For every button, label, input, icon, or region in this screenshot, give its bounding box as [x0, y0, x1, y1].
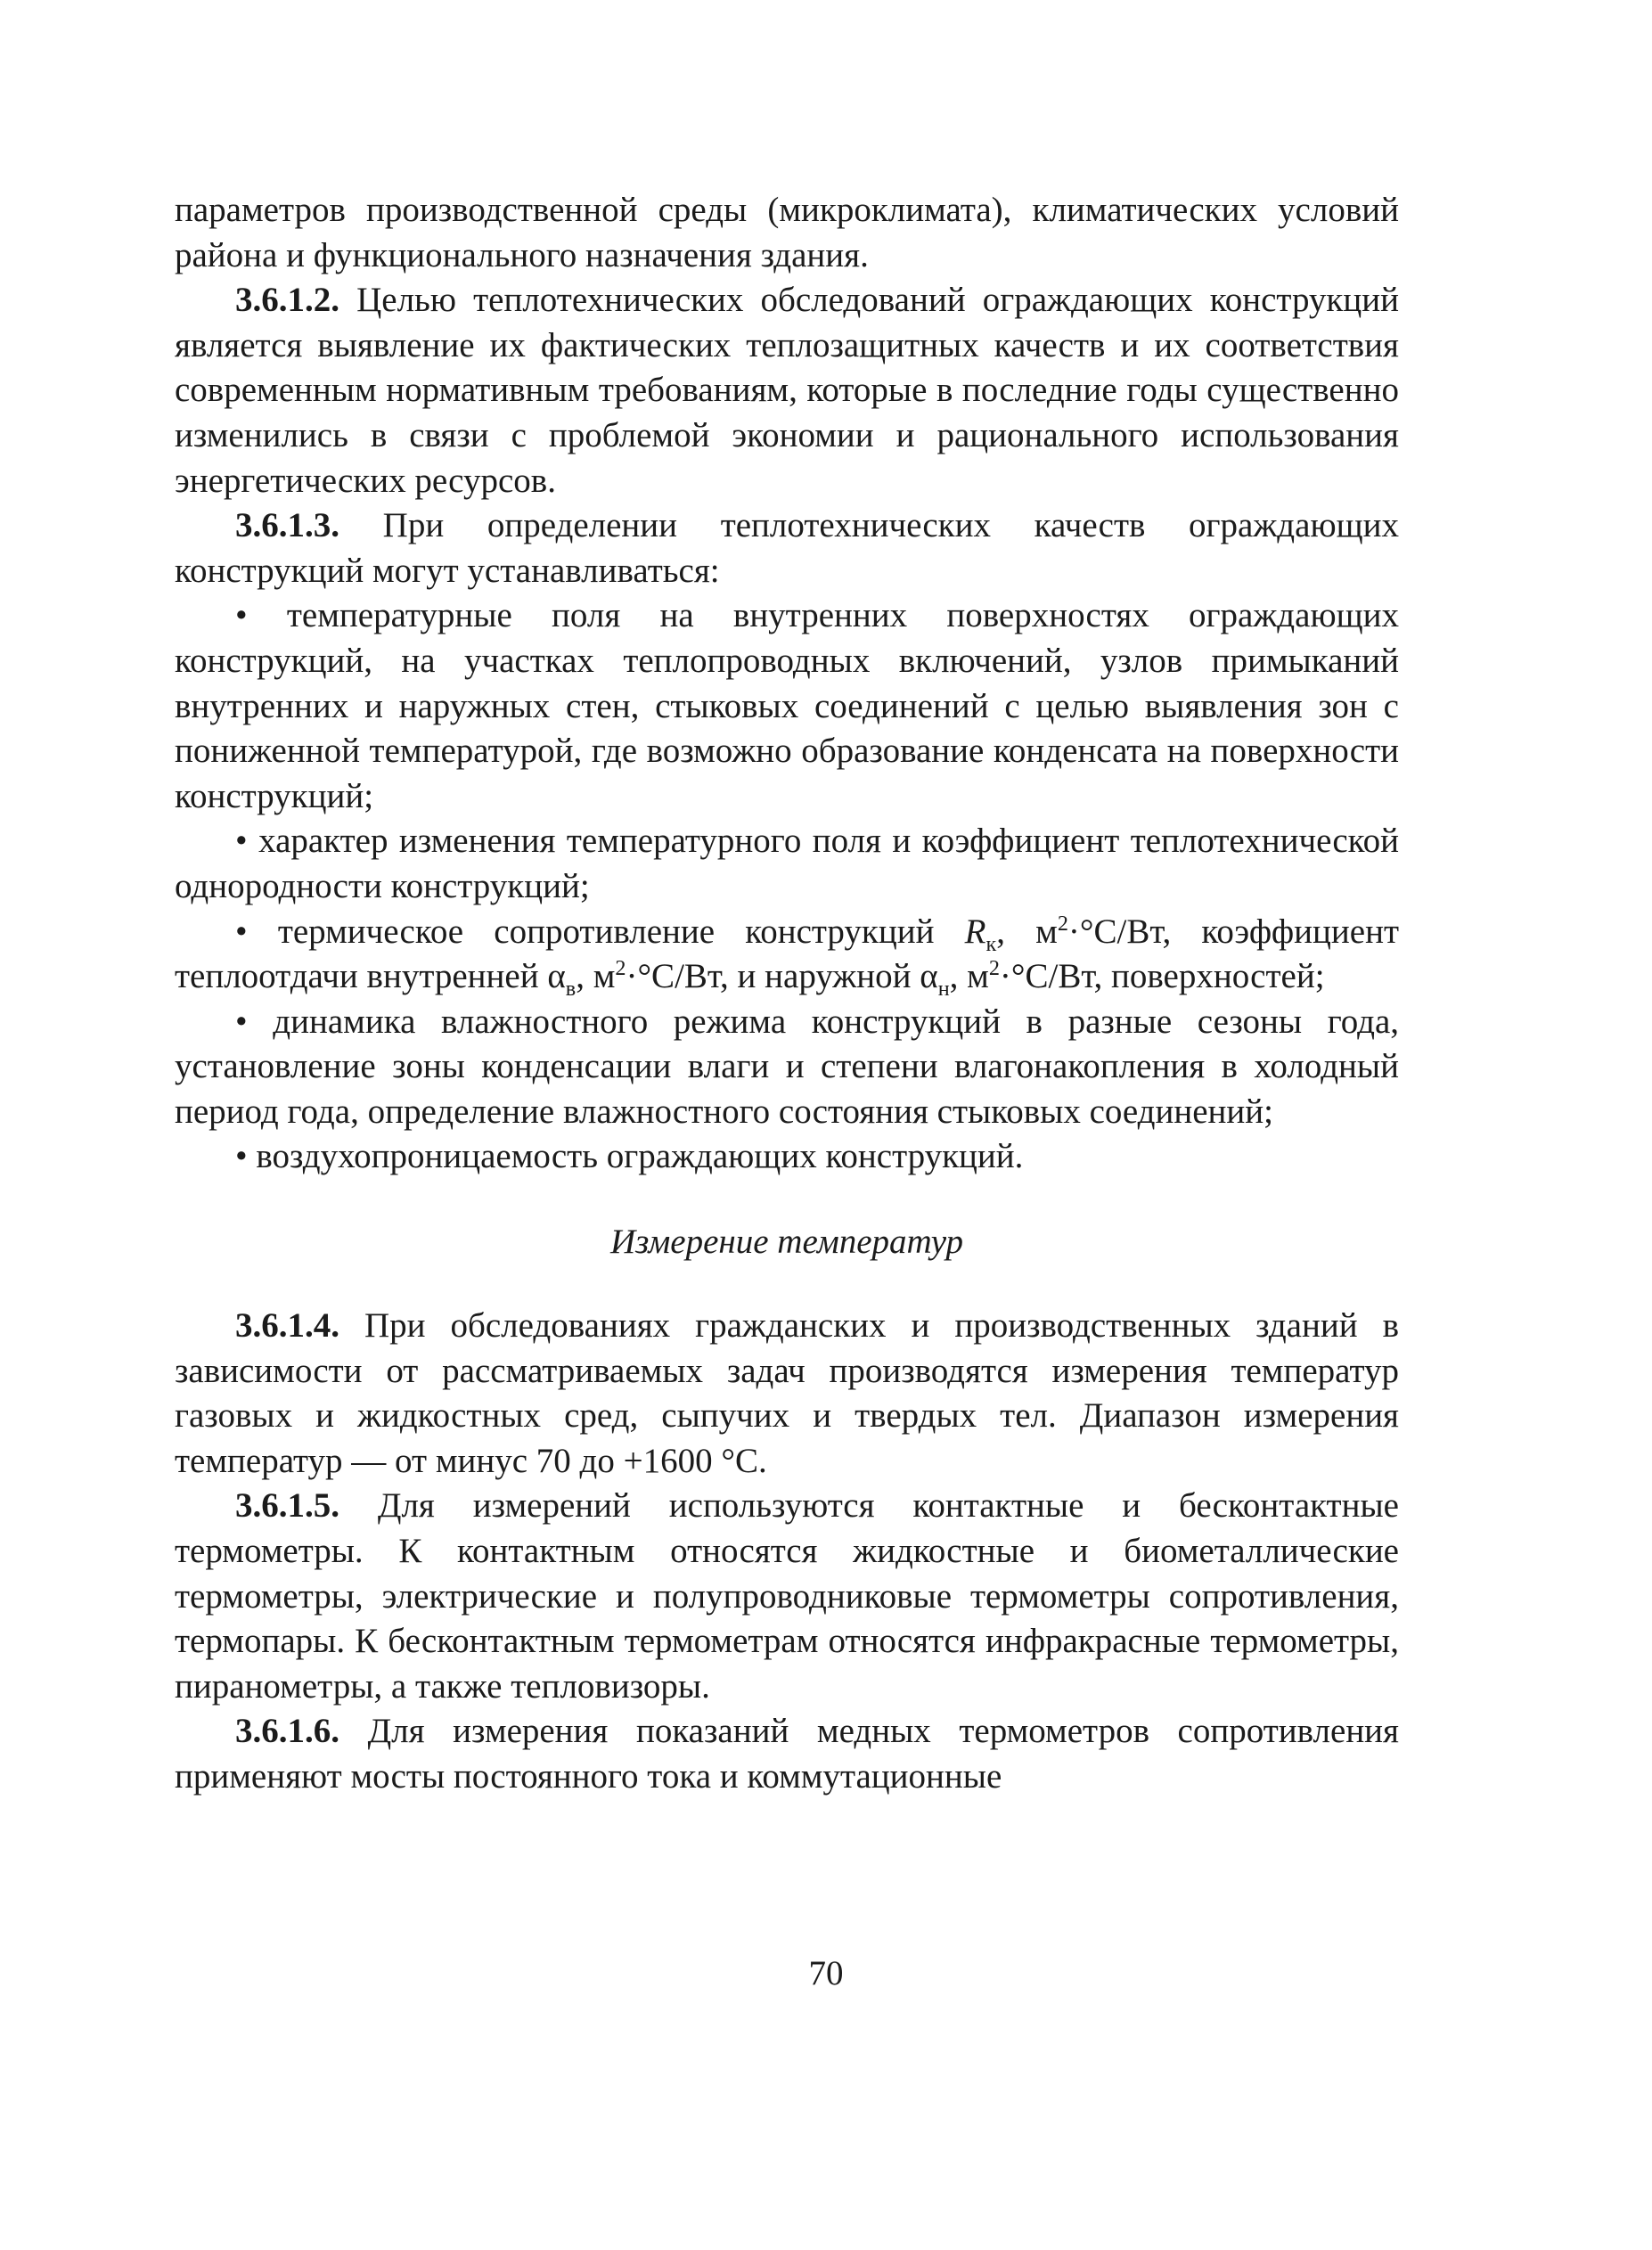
paragraph-3-6-1-2: [175, 278, 1399, 503]
bullet-text: воздухопроницаемость ограждающих конструкций.: [256, 1137, 1024, 1176]
bullet-text: температурные поля на внутренних поверхностях ограждающих конструкций, на участках теплопроводных включений, узлов примыканий внутренних и наружных стен, стыковых соединений с целью выявления зон с пониженной температурой, где возможно образование конденсата на поверхности конструкций;: [175, 596, 1399, 815]
paragraph-3-6-1-6: [175, 1709, 1399, 1799]
bullet-icon: •: [235, 596, 248, 635]
bullet-item: [175, 593, 1399, 819]
paragraph-text: Для измерений используются контактные и бесконтактные термометры. К контактным относятся жидкостные и биометаллические термометры, электрические и полупроводниковые термометры сопротивления, термопары. К бесконтактным термометрам относятся инфракрасные термометры, пиранометры, а также тепловизоры.: [175, 1486, 1399, 1706]
page-number: 70: [808, 1954, 844, 1992]
paragraph-text: Для измерения показаний медных термометров сопротивления применяют мосты постоянного тока и коммутационные: [175, 1712, 1399, 1796]
alpha-symbol: α: [920, 957, 938, 996]
bullet-text: динамика влажностного режима конструкций в разные сезоны года, установление зоны конденсации влаги и степени влагонакопления в холодный период года, определение влажностного состояния стыковых соединений;: [175, 1002, 1400, 1131]
bullet-item: [175, 819, 1399, 909]
bullet-item: [175, 1134, 1399, 1180]
section-heading: Измерение температур: [609, 1223, 964, 1262]
section-number: 3.6.1.3.: [235, 506, 339, 545]
paragraph-text: При обследованиях гражданских и производственных зданий в зависимости от рассматриваемых задач производятся измерения температур газовых и жидкостных сред, сыпучих и твердых тел. Диапазон измерения температур — от минус 70 до +1600 °С.: [175, 1306, 1399, 1480]
unit: $м^2\cdot^\circ С/Вт$: [593, 956, 721, 996]
section-number: 3.6.1.2.: [235, 281, 339, 320]
paragraph-text: При определении теплотехнических качеств ограждающих конструкций могут устанавливаться:: [175, 506, 1399, 590]
paragraph-3-6-1-5: [175, 1484, 1399, 1709]
bullet-item: [175, 1000, 1399, 1135]
unit: $м^2\cdot^\circ С/Вт$: [967, 956, 1094, 996]
bullet-icon: •: [235, 822, 248, 861]
section-number: 3.6.1.6.: [235, 1712, 339, 1751]
bullet-icon: •: [235, 1137, 248, 1176]
bullet-icon: •: [235, 1002, 248, 1041]
bullet-icon: •: [235, 912, 248, 951]
paragraph-3-6-1-3: [175, 503, 1399, 593]
section-number: 3.6.1.5.: [235, 1486, 339, 1526]
unit: $м^2\cdot^\circ С/Вт$: [1035, 911, 1163, 951]
section-number: 3.6.1.4.: [235, 1306, 339, 1346]
paragraph-text: Целью теплотехнических обследований ограждающих конструкций является выявление их фактических теплозащитных качеств и их соответствия современным нормативным требованиям, которые в последние годы существенно изменились в связи с проблемой экономии и рационального использования энергетических ресурсов.: [175, 281, 1399, 500]
body-text: [175, 188, 1399, 1800]
paragraph-3-6-1-4: [175, 1304, 1399, 1484]
resistance-symbol: R: [964, 912, 986, 951]
paragraph-continuation: параметров производственной среды (микроклимата), климатических условий района и функционального назначения здания.: [175, 191, 1399, 274]
bullet-text: характер изменения температурного поля и коэффициент теплотехнической однородности конструкций;: [175, 822, 1399, 905]
alpha-symbol: α: [547, 957, 566, 996]
bullet-item: • термическое сопротивление конструкций $R_к$, $м^2\cdot^\circ С/Вт$, коэффициент теплоотдачи внутренней $\alpha_в$, $м^2\cdot^\circ С/Вт$, и наружной $\alpha_н$, $м^2\cdot^\circ С/Вт$, поверхностей;: [175, 911, 1400, 1001]
